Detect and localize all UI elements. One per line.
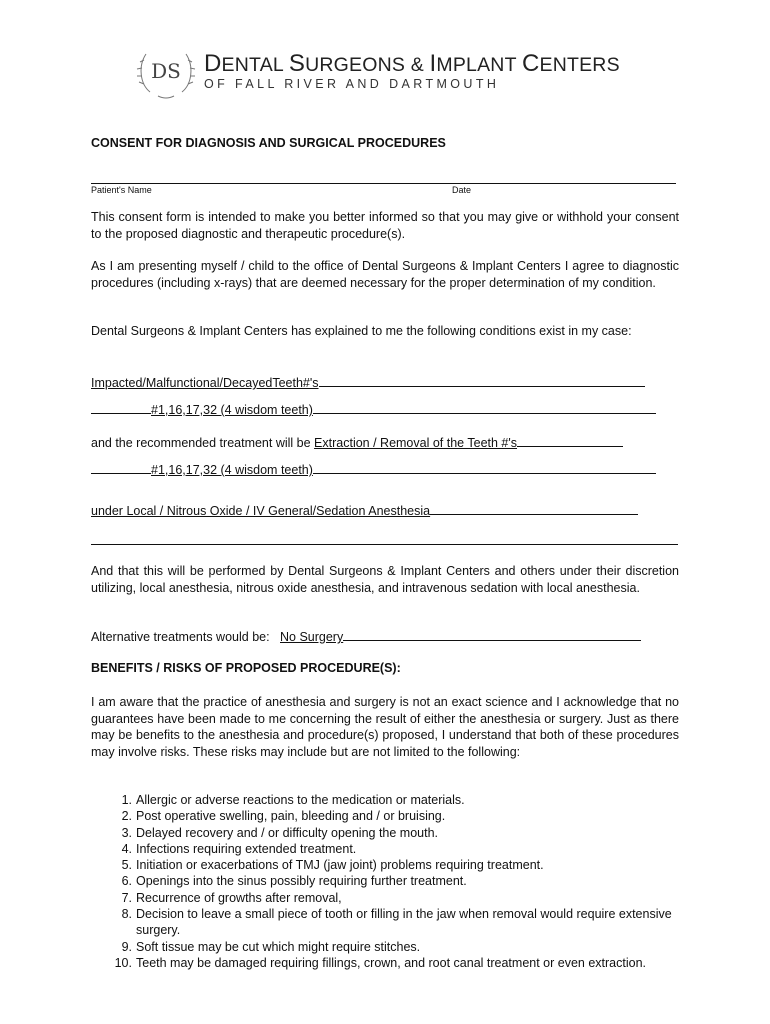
- risk-list-item: [91, 825, 681, 841]
- date-label: Date: [452, 185, 472, 195]
- treatment-teeth-line: [91, 461, 656, 479]
- treatment-fill-line[interactable]: [517, 434, 623, 447]
- benefits-risks-heading: BENEFITS / RISKS OF PROPOSED PROCEDURE(S):: [91, 661, 401, 675]
- risk-text: Recurrence of growths after removal,: [136, 890, 342, 905]
- risk-text: Decision to leave a small piece of tooth or filling in the jaw when removal would require extensive surgery.: [136, 907, 672, 938]
- form-title: CONSENT FOR DIAGNOSIS AND SURGICAL PROCEDURES: [91, 136, 446, 150]
- risk-number: 2.: [121, 809, 132, 824]
- risk-list-item: [91, 890, 681, 906]
- risk-text: Infections requiring extended treatment.: [136, 841, 357, 856]
- condition-fill-line[interactable]: [319, 374, 645, 387]
- risk-list-item: [91, 841, 681, 857]
- patient-name-label: Patient's Name: [91, 185, 152, 195]
- patient-name-field[interactable]: [91, 183, 676, 184]
- risk-list-item: [91, 906, 681, 939]
- risk-list-item: [91, 955, 681, 971]
- alternative-value: No Surgery: [280, 630, 344, 644]
- risk-number: 3.: [121, 825, 132, 840]
- risk-list-item: [91, 857, 681, 873]
- condition-label: Impacted/Malfunctional/DecayedTeeth#'s: [91, 376, 319, 390]
- risk-text: Allergic or adverse reactions to the medication or materials.: [136, 793, 465, 807]
- condition-teeth-fill-line[interactable]: [313, 401, 656, 414]
- risk-text: Soft tissue may be cut which might require stitches.: [136, 939, 421, 954]
- risk-text: Initiation or exacerbations of TMJ (jaw joint) problems requiring treatment.: [136, 858, 544, 873]
- treatment-teeth-fill-line[interactable]: [313, 461, 656, 474]
- logo-monogram: DS: [151, 59, 181, 83]
- risk-text: Post operative swelling, pain, bleeding and / or bruising.: [136, 809, 446, 824]
- alternative-fill-line[interactable]: [343, 628, 641, 641]
- condition-teeth-value: #1,16,17,32 (4 wisdom teeth): [151, 403, 313, 417]
- risk-list-item: [91, 939, 681, 955]
- risk-number: 4.: [121, 841, 132, 856]
- practice-name: DENTAL SURGEONS & IMPLANT CENTERS: [204, 50, 620, 77]
- alternative-label: Alternative treatments would be:: [91, 630, 270, 644]
- risk-number: 6.: [121, 874, 132, 889]
- risk-list-item: [91, 873, 681, 889]
- treatment-label: Extraction / Removal of the Teeth #'s: [314, 436, 518, 450]
- risk-text: Openings into the sinus possibly requiring further treatment.: [136, 874, 467, 889]
- aware-paragraph: I am aware that the practice of anesthesia and surgery is not an exact science and I acknowledge that no guarantees have been made to me concerning the result of either the anesthesia or surgery. Just as there may be benefits to the anesthesia and procedure(s) proposed, I understand that both of these procedures may involve risks. These risks may include but are not limited to the following:: [91, 695, 679, 759]
- explained-paragraph: Dental Surgeons & Implant Centers has explained to me the following conditions exist in my case:: [91, 324, 632, 338]
- intro-paragraph: This consent form is intended to make you better informed so that you may give or withhold your consent to the proposed diagnostic and therapeutic procedure(s).: [91, 210, 679, 241]
- risk-number: 1.: [121, 793, 132, 807]
- performed-paragraph: And that this will be performed by Dental Surgeons & Implant Centers and others under their discretion utilizing, local anesthesia, nitrous oxide anesthesia, and intravenous sedation with local anesthesia.: [91, 564, 679, 595]
- alternative-line: [91, 628, 641, 646]
- blank-fill-line[interactable]: [91, 544, 678, 545]
- anesthesia-fill-line[interactable]: [430, 502, 638, 515]
- risk-list-item: [91, 808, 681, 824]
- anesthesia-line: [91, 502, 638, 520]
- risks-list: [91, 792, 681, 971]
- risk-number: 7.: [121, 890, 132, 905]
- risk-text: Delayed recovery and / or difficulty opening the mouth.: [136, 825, 439, 840]
- risk-number: 10.: [114, 955, 132, 970]
- risk-list-item: [91, 792, 681, 808]
- condition-line: [91, 374, 645, 392]
- treatment-line: [91, 434, 623, 452]
- risk-number: 9.: [121, 939, 132, 954]
- risk-text: Teeth may be damaged requiring fillings, crown, and root canal treatment or even extraction.: [136, 955, 646, 970]
- risk-number: 5.: [121, 858, 132, 873]
- condition-teeth-line: [91, 401, 656, 419]
- treatment-prefix: and the recommended treatment will be: [91, 436, 315, 450]
- treatment-teeth-value: #1,16,17,32 (4 wisdom teeth): [151, 463, 313, 477]
- presenting-paragraph: As I am presenting myself / child to the office of Dental Surgeons & Implant Centers I agree to diagnostic procedures (including x-rays) that are deemed necessary for the proper determination of my condition.: [91, 259, 679, 290]
- practice-location: OF FALL RIVER AND DARTMOUTH: [204, 77, 500, 91]
- anesthesia-value: under Local / Nitrous Oxide / IV General/Sedation Anesthesia: [91, 504, 431, 518]
- risk-number: 8.: [121, 907, 132, 922]
- practice-logo-icon: [136, 44, 196, 100]
